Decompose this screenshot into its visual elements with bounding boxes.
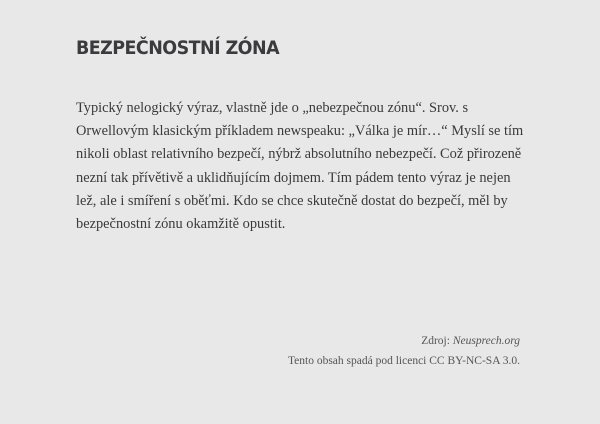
- body-line: nikoli oblast relativního bezpečí, nýbrž absolutního nebezpečí. Což přirozeně: [76, 146, 522, 163]
- page-title: BEZPEČNOSTNÍ ZÓNA: [76, 37, 280, 59]
- body-line: bezpečnostní zónu okamžitě opustit.: [76, 216, 286, 233]
- body-line: nezní tak přívětivě a uklidňujícím dojmem. Tím pádem tento výraz je nejen: [76, 169, 511, 186]
- source-label: Zdroj:: [421, 335, 450, 347]
- body-line: Orwellovým klasickým příkladem newspeaku: „Válka je mír…“ Myslí se tím: [76, 123, 524, 140]
- source-link[interactable]: Neusprech.org: [452, 335, 520, 347]
- footer: [288, 331, 520, 371]
- license-text: Tento obsah spadá pod licenci CC BY-NC-SA 3.0.: [287, 355, 520, 367]
- source-line: [288, 331, 520, 351]
- body-line: Typický nelogický výraz, vlastně jde o „nebezpečnou zónu“. Srov. s: [76, 100, 469, 116]
- body-line: lež, ale i smíření s oběťmi. Kdo se chce skutečně dostat do bezpečí, měl by: [76, 192, 508, 209]
- article-body: [76, 97, 546, 236]
